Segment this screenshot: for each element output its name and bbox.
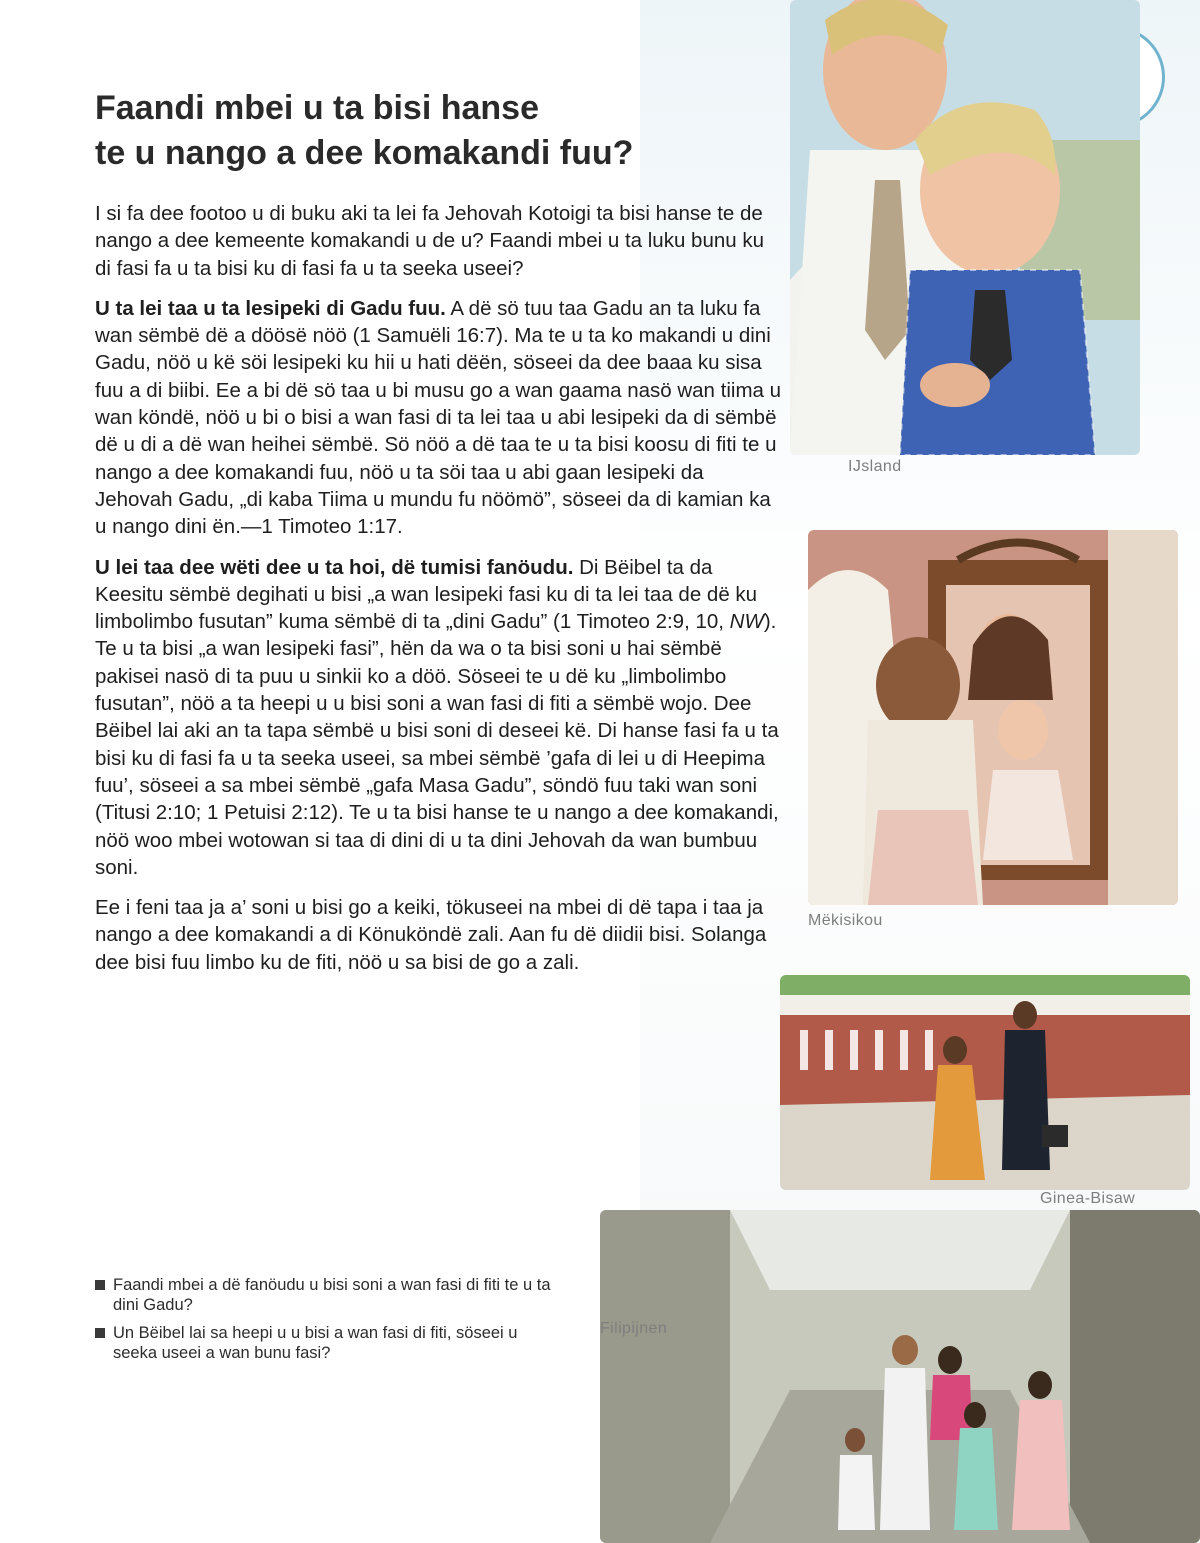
square-bullet-icon (95, 1328, 105, 1338)
section-1-text: A dë sö tuu taa Gadu an ta luku fa wan sëmbë dë a döösë nöö (1 Samuëli 16:7). Ma te u ta ko makandi u dini Gadu, nöö u kë söi lesipeki ku hii u hati dëën, söseei da dee baaa ku sisa fuu a di biibi. Ee a bi dë sö taa u bi musu go a wan gaama nasö wan tiima u wan köndë, nöö u bi o bisi a wan fasi di ta lei taa u abi lesipeki da di sëmbë dë u di a dë wan heihei sëmbë. Sö nöö a dë taa te u ta bisi koosu di fiti te u nango a dee komakandi fuu, nöö u ta söi taa u abi gaan lesipeki da Jehovah Gadu, „di kaba Tiima u mundu fu nöömö”, söseei da di kamian ka u nango dini ën.—1 Timoteo 1:17. (95, 296, 782, 539)
review-question-text: Un Bëibel lai sa heepi u u bisi a wan fasi di fiti, söseei u seeka useei a wan bunu fasi? (113, 1324, 518, 1362)
title-line-2: te u nango a dee komakandi fuu? (95, 134, 634, 172)
photo-family-alley (600, 1210, 1200, 1543)
section-1-heading: U ta lei taa u ta lesipeki di Gadu fuu. (95, 296, 446, 320)
photo-caption: Filipijnen (600, 1320, 668, 1337)
photo-caption: IJsland (848, 458, 902, 475)
photo-caption: Mëkisikou (808, 912, 883, 929)
section-2-text-b: ). Te u ta bisi „a wan lesipeki fasi”, hën da wa o ta bisi soni u hai sëmbë pakisei nasö di ta puu u sinkii ko a döö. Söseei te u dë ku „limbolimbo fusutan”, nöö a ta heepi u u bisi soni a wan fasi di fiti a sëmbë wojo. Dee Bëibel lai aki an ta tapa sëmbë u bisi soni di deseei kë. Di hanse fasi fa u ta bisi ku di fasi fa u ta seeka useei, sa mbei sëmbë ’gafa di lei u di Heepima fuu’, söseei a sa mbei sëmbë „gafa Masa Gadu”, söndö fuu taki wan soni (Titusi 2:10; 1 Petuisi 2:12). Te u ta bisi hanse te u nango a dee komakandi, nöö woo mbei wotowan si taa di dini di u ta dini Jehovah da wan bumbuu soni. (95, 610, 779, 879)
section-2-version-abbrev: NW (729, 610, 764, 634)
intro-paragraph: I si fa dee footoo u di buku aki ta lei fa Jehovah Kotoigi ta bisi hanse te de nango a dee kemeente komakandi u de u? Faandi mbei u ta luku bunu ku di fasi fa u ta bisi ku di fasi fa u ta seeka useei? (95, 202, 764, 280)
section-2-text-a: Di Bëibel ta da Keesitu sëmbë degihati u bisi „a wan lesipeki fasi ku di ta lei taa de dë ku limbolimbo fusutan” kuma sëmbë di ta „dini Gadu” (1 Timoteo 2:9, 10, (95, 555, 758, 634)
title-line-1: Faandi mbei u ta bisi hanse (95, 89, 539, 127)
page-title (95, 86, 695, 176)
photo-mother-daughters-mirror (808, 530, 1178, 905)
section-2-paragraph (95, 554, 785, 882)
closing-paragraph: Ee i feni taa ja a’ soni u bisi go a keiki, tökuseei na mbei di dë tapa i taa ja nango a dee komakandi a di Könuköndë zali. Aan fu dë diidii bisi. Solanga dee bisi fuu limbo ku de fiti, nöö u sa bisi de go a zali. (95, 896, 767, 974)
review-question (95, 1323, 565, 1363)
section-1-paragraph (95, 295, 785, 541)
review-question-text: Faandi mbei a dë fanöudu u bisi soni a wan fasi di fiti te u ta dini Gadu? (113, 1276, 551, 1314)
photo-couple-walking (780, 975, 1190, 1190)
review-questions (95, 1275, 565, 1371)
photo-caption: Ginea-Bisaw (1040, 1190, 1136, 1207)
article-body (95, 200, 785, 989)
review-question (95, 1275, 565, 1315)
section-2-heading: U lei taa dee wëti dee u ta hoi, dë tumisi fanöudu. (95, 555, 574, 579)
square-bullet-icon (95, 1280, 105, 1290)
photo-father-and-son (790, 0, 1140, 455)
